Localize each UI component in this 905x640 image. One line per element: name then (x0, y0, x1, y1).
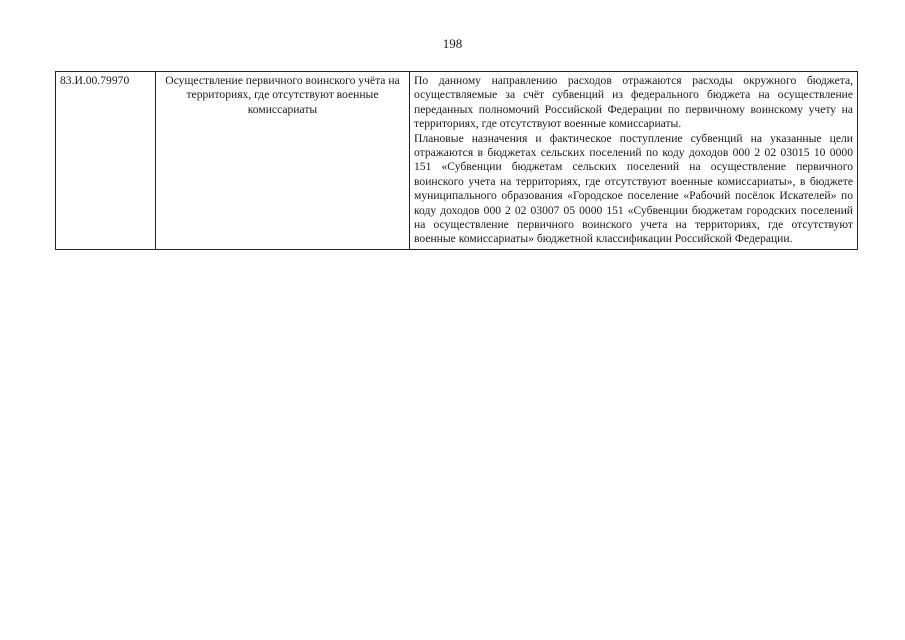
page-number: 198 (442, 36, 463, 51)
description-paragraph: Плановые назначения и фактическое поступление субвенций на указанные цели отражаются в бюджетах сельских поселений по коду доходов 000 2 02 03015 10 0000 151 «Субвенции бюджетам сельских поселений на осуществление первичного воинского учета на территориях, где отсутствуют военные комиссариаты», в бюджете муниципального образования «Городское поселение «Рабочий посёлок Искателей» по коду доходов 000 2 02 03007 05 0000 151 «Субвенции бюджетам городских поселений на осуществление первичного воинского учета на территориях, где отсутствуют военные комиссариаты» бюджетной классификации Российской Федерации. (414, 131, 853, 246)
description-paragraph: По данному направлению расходов отражаются расходы окружного бюджета, осуществляемые за счёт субвенций из федерального бюджета на осуществление переданных полномочий Российской Федерации по первичному воинскому учету на территориях, где отсутствуют военные комиссариаты. (414, 74, 853, 131)
budget-classification-table (55, 71, 858, 250)
table-row (56, 72, 858, 250)
expense-code-cell: 83.И.00.79970 (56, 72, 156, 250)
expense-description-cell (410, 72, 858, 250)
expense-name-cell: Осуществление первичного воинского учёта на территориях, где отсутствуют военные комиссариаты (156, 72, 410, 250)
